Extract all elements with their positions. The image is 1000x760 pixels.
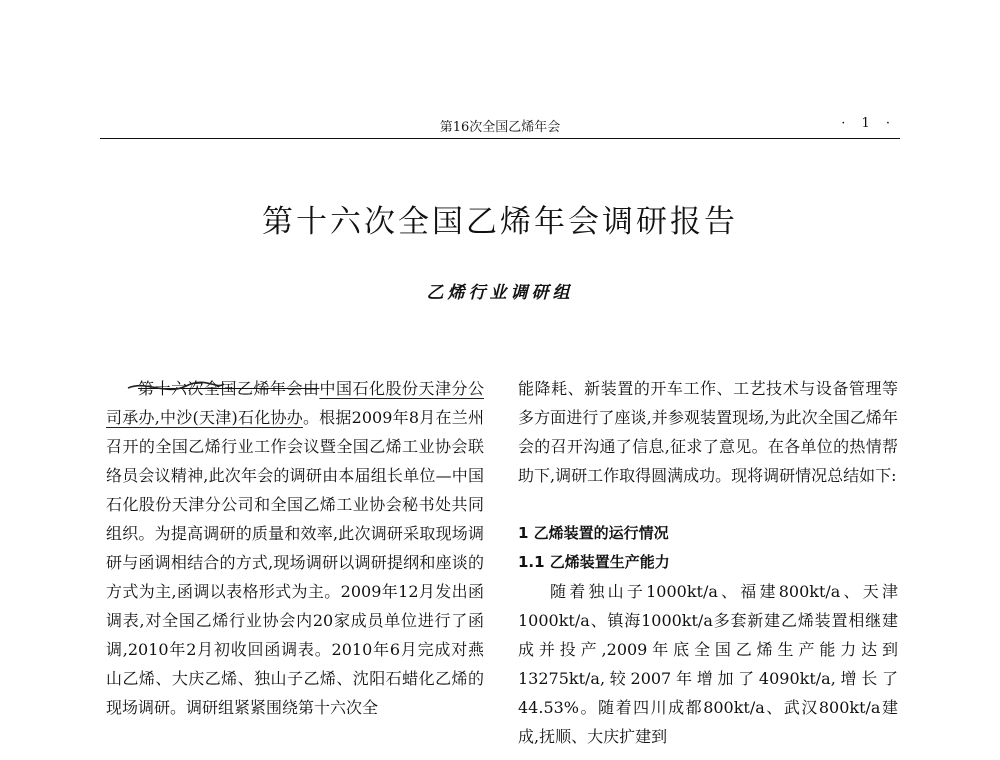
struck-text: 第十六次全国乙烯年会由 [138, 379, 320, 398]
journal-header-title: 第16次全国乙烯年会 [439, 120, 561, 135]
section-heading: 1 乙烯装置的运行情况 [518, 524, 669, 542]
page-number: · 1 · [841, 116, 896, 131]
underlined-text: 中国石化股份天津分公司承办,中沙(天津)石化协办 [106, 379, 484, 427]
running-header [100, 114, 900, 136]
header-rule [100, 138, 900, 139]
spacer [518, 490, 898, 519]
article-title: 第十六次全国乙烯年会调研报告 [262, 204, 738, 240]
capacity-paragraph: 随着独山子1000kt/a、福建800kt/a、天津1000kt/a、镇海1000kt/a多套新建乙烯装置相继建成并投产,2009年底全国乙烯生产能力达到13275kt/a,较2007年增加了4090kt/a,增长了44.53%。随着四川成都800kt/a、武汉800kt/a建成,抚顺、大庆扩建到 [518, 582, 898, 746]
subsection-heading: 1.1 乙烯装置生产能力 [518, 553, 670, 571]
intro-text: 。根据2009年8月在兰州召开的全国乙烯行业工作会议暨全国乙烯工业协会联络员会议精神,此次年会的调研由本届组长单位—中国石化股份天津分公司和全国乙烯工业协会秘书处共同组织。为提高调研的质量和效率,此次调研采取现场调研与函调相结合的方式,现场调研以调研提纲和座谈的方式为主,函调以表格形式为主。2009年12月发出函调表,对全国乙烯行业协会内20家成员单位进行了函调,2010年2月初收回函调表。2010年6月完成对燕山乙烯、大庆乙烯、独山子乙烯、沈阳石蜡化乙烯的现场调研。调研组紧紧围绕第十六次全 [106, 408, 484, 717]
left-column [106, 374, 484, 722]
continued-paragraph: 能降耗、新装置的开车工作、工艺技术与设备管理等多方面进行了座谈,并参观装置现场,为此次全国乙烯年会的召开沟通了信息,征求了意见。在各单位的热情帮助下,调研工作取得圆满成功。现将调研情况总结如下: [518, 379, 898, 485]
right-column [518, 374, 898, 751]
handwritten-annotation [126, 378, 226, 400]
intro-paragraph [106, 374, 484, 722]
author-line: 乙烯行业调研组 [426, 283, 574, 303]
